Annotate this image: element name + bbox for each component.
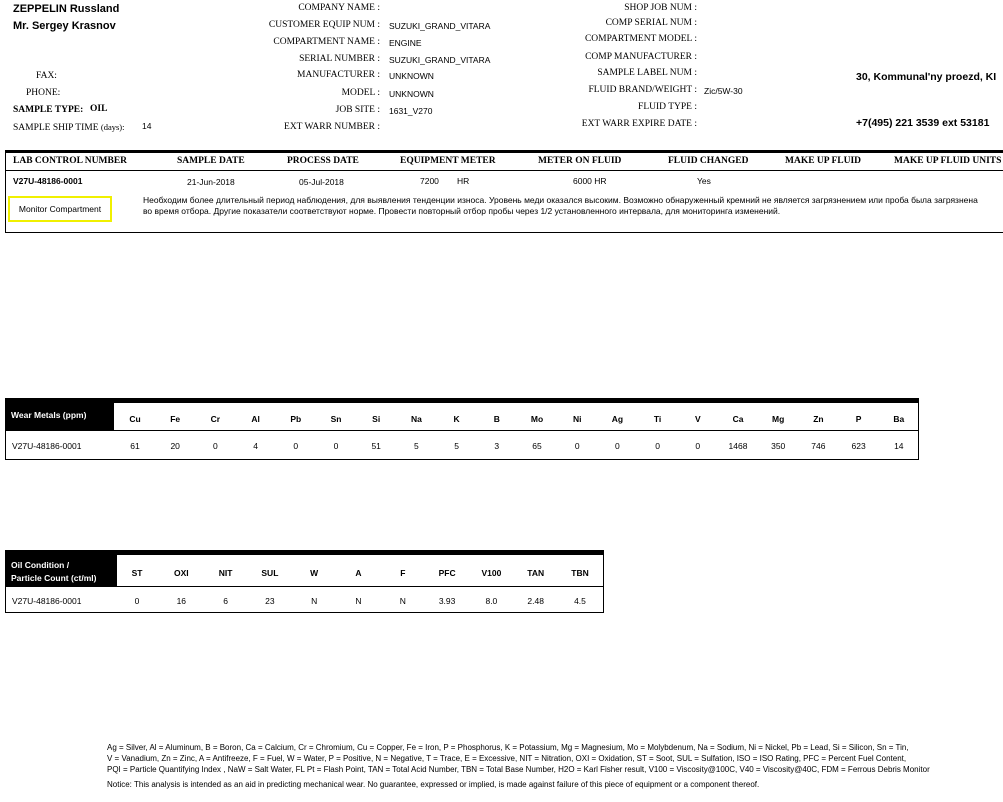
oil-condition-table — [5, 550, 604, 613]
equip-field-label: CUSTOMER EQUIP NUM : — [268, 20, 380, 30]
ship-time-value: 14 — [142, 121, 152, 131]
oil-condition-row-id: V27U-48186-0001 — [12, 596, 82, 606]
address: 30, Kommunal'ny proezd, KI — [856, 71, 997, 83]
oil-condition-title-line2: Particle Count (ct/ml) — [11, 573, 97, 583]
equip-field-value: 1631_V270 — [389, 106, 433, 116]
lab-header: FLUID CHANGED — [668, 156, 749, 166]
wear-metal-value: 5 — [454, 441, 459, 451]
oil-condition-value: N — [355, 596, 362, 606]
oil-condition-header: PFC — [438, 568, 456, 578]
oil-condition-value: 3.93 — [438, 596, 456, 606]
equip-field-value: ENGINE — [389, 38, 422, 48]
wear-metal-value: 51 — [371, 441, 381, 451]
legend-line-1: Ag = Silver, Al = Aluminum, B = Boron, Ca = Calcium, Cr = Chromium, Cu = Copper, Fe = Iron, P = Phosphorus, K = Potassium, Mg = Magnesium, Mo = Molybdenum, Na = Sodium, Ni = Nickel, Pb = Lead, Si = Silicon, Sn = Tin, — [107, 743, 909, 752]
lab-header: MAKE UP FLUID — [785, 156, 861, 166]
oil-condition-divider — [6, 586, 603, 587]
ship-time-label-text: SAMPLE SHIP TIME — [13, 123, 99, 133]
shop-field-label: EXT WARR EXPIRE DATE : — [581, 119, 697, 129]
wear-metals-row-id: V27U-48186-0001 — [12, 441, 82, 451]
oil-condition-title — [6, 551, 117, 586]
wear-metal-value: 1468 — [728, 441, 748, 451]
sample-date: 21-Jun-2018 — [187, 177, 235, 187]
oil-condition-value: 6 — [223, 596, 228, 606]
lab-comment: Необходим более длительный период наблюдения, для выявления тенденции износа. Уровень меди оказался высоким. Возможно обнаруженный кремний не является загрязнением или проба была загрязнена во время отбора. Другие показатели соответствуют норме. Провести повторный отбор пробы через 1/2 установленного интервала, для мониторинга изменений. — [143, 195, 978, 216]
monitor-compartment-button[interactable]: Monitor Compartment — [8, 196, 112, 222]
wear-metal-header: V — [694, 414, 701, 424]
oil-condition-header: TAN — [527, 568, 545, 578]
equip-field-label: MANUFACTURER : — [297, 70, 380, 80]
shop-field-label: COMP SERIAL NUM : — [605, 18, 697, 28]
wear-metal-header: P — [855, 414, 862, 424]
lab-number: V27U-48186-0001 — [13, 176, 83, 186]
shop-field-label: FLUID TYPE : — [638, 102, 697, 112]
contact-name: Mr. Sergey Krasnov — [13, 20, 116, 32]
shop-field-label: COMP MANUFACTURER : — [585, 52, 697, 62]
wear-metal-value: 61 — [130, 441, 140, 451]
wear-metal-header: Ti — [653, 414, 662, 424]
shop-field-label: SHOP JOB NUM : — [624, 3, 697, 13]
shop-field-label: FLUID BRAND/WEIGHT : — [588, 85, 697, 95]
wear-metal-value: 20 — [170, 441, 180, 451]
oil-condition-value: N — [311, 596, 318, 606]
wear-metal-value: 5 — [414, 441, 419, 451]
wear-metal-value: 0 — [574, 441, 580, 451]
oil-condition-value: 0 — [134, 596, 140, 606]
wear-metal-value: 0 — [293, 441, 299, 451]
phone-number: +7(495) 221 3539 ext 53181 — [856, 117, 990, 129]
oil-condition-value: 8.0 — [485, 596, 498, 606]
oil-condition-value: 2.48 — [527, 596, 544, 606]
meter-on-fluid: 6000 HR — [573, 176, 607, 186]
wear-metal-value: 4 — [253, 441, 258, 451]
wear-metal-header: K — [453, 414, 460, 424]
oil-condition-header: W — [310, 568, 319, 578]
wear-metal-value: 623 — [851, 441, 866, 451]
equip-field-label: EXT WARR NUMBER : — [284, 122, 380, 132]
wear-metal-header: Si — [372, 414, 381, 424]
phone-label: PHONE: — [26, 88, 61, 98]
oil-condition-value: 4.5 — [574, 596, 586, 606]
oil-condition-header: OXI — [173, 568, 189, 578]
wear-metal-header: Ba — [893, 414, 905, 424]
wear-metal-value: 65 — [532, 441, 542, 451]
process-date: 05-Jul-2018 — [299, 177, 344, 187]
oil-condition-value: 16 — [176, 596, 187, 606]
shop-field-value: Zic/5W-30 — [704, 86, 743, 96]
equip-field-value: UNKNOWN — [389, 89, 434, 99]
oil-condition-header: ST — [131, 568, 143, 578]
lab-header: MAKE UP FLUID UNITS — [894, 156, 1002, 166]
wear-metal-header: Na — [410, 414, 422, 424]
company-name: ZEPPELIN Russland — [13, 3, 120, 15]
lab-divider — [5, 170, 1003, 171]
wear-metal-header: Pb — [290, 414, 302, 424]
wear-metal-header: Al — [251, 414, 260, 424]
oil-condition-value: 23 — [265, 596, 275, 606]
wear-metal-value: 746 — [811, 441, 826, 451]
wear-metal-value: 14 — [894, 441, 904, 451]
equip-field-label: MODEL : — [341, 88, 380, 98]
wear-metal-value: 350 — [771, 441, 786, 451]
wear-metals-topbar — [6, 399, 918, 403]
ship-time-unit: (days): — [100, 122, 125, 132]
equipment-meter: 7200 — [420, 176, 439, 186]
fax-label: FAX: — [36, 71, 57, 81]
shop-field-label: SAMPLE LABEL NUM : — [597, 68, 697, 78]
shop-field-label: COMPARTMENT MODEL : — [584, 34, 697, 44]
wear-metals-table — [5, 398, 919, 460]
wear-metal-header: Ca — [732, 414, 744, 424]
sample-type-value: OIL — [90, 104, 108, 114]
oil-condition-header: SUL — [261, 568, 279, 578]
wear-metal-header: Ag — [611, 414, 624, 424]
legend-line-3: PQI = Particle Quantifying Index , NaW = Salt Water, FL Pt = Flash Point, TAN = Total Acid Number, TBN = Total Base Number, H2O = Karl Fisher result, V100 = Viscosity@100C, V40 = Viscosity@40C, FDM = Ferrous Debris Monitor — [107, 765, 930, 774]
wear-metal-header: Fe — [170, 414, 181, 424]
oil-condition-title-line1: Oil Condition / — [11, 560, 70, 570]
wear-metal-header: B — [493, 414, 500, 424]
wear-metal-header: Cu — [129, 414, 141, 424]
sample-type-label: SAMPLE TYPE: — [13, 105, 84, 115]
legend-line-2: V = Vanadium, Zn = Zinc, A = Antifreeze, F = Fuel, W = Water, P = Positive, N = Negative, T = Trace, E = Excessive, NIT = Nitration, OXI = Oxidation, ST = Soot, SUL = Sulfation, ISO = ISO Rating, PFC = Percent Fuel Content, — [107, 754, 907, 763]
equip-field-label: COMPARTMENT NAME : — [273, 37, 380, 47]
oil-condition-value: N — [399, 596, 406, 606]
wear-metal-value: 3 — [494, 441, 500, 451]
wear-metal-header: Ni — [572, 414, 582, 424]
lab-header: METER ON FLUID — [538, 156, 622, 166]
equip-field-label: JOB SITE : — [335, 105, 380, 115]
oil-condition-header: A — [355, 568, 362, 578]
equip-field-value: SUZUKI_GRAND_VITARA — [389, 55, 491, 65]
wear-metal-header: Zn — [813, 414, 824, 424]
fluid-changed: Yes — [697, 176, 711, 186]
lab-header: SAMPLE DATE — [177, 156, 245, 166]
oil-condition-header: V100 — [481, 568, 502, 578]
equip-field-value: UNKNOWN — [389, 71, 434, 81]
wear-metal-header: Mg — [772, 414, 785, 424]
lab-header: PROCESS DATE — [287, 156, 359, 166]
wear-metal-header: Mo — [530, 414, 544, 424]
wear-metal-value: 0 — [333, 441, 339, 451]
lab-header: LAB CONTROL NUMBER — [13, 156, 128, 166]
wear-metal-value: 0 — [655, 441, 660, 451]
equip-field-value: SUZUKI_GRAND_VITARA — [389, 21, 491, 31]
wear-metal-header: Cr — [210, 414, 221, 424]
oil-condition-header: NIT — [218, 568, 233, 578]
equipment-meter-unit: HR — [457, 176, 470, 186]
equip-field-label: SERIAL NUMBER : — [299, 54, 380, 64]
wear-metals-title: Wear Metals (ppm) — [6, 399, 114, 430]
wear-metals-divider — [6, 430, 918, 431]
wear-metal-value: 0 — [695, 441, 701, 451]
oil-condition-header: F — [400, 568, 406, 578]
wear-metal-value: 0 — [615, 441, 620, 451]
lab-header: EQUIPMENT METER — [400, 156, 496, 166]
oil-condition-header: TBN — [571, 568, 589, 578]
wear-metal-header: Sn — [330, 414, 342, 424]
ship-time-label — [13, 122, 125, 133]
notice: Notice: This analysis is intended as an aid in predicting mechanical wear. No guarantee, expressed or implied, is made against failure of this piece of equipment or a component thereof. — [107, 780, 760, 789]
wear-metal-value: 0 — [213, 441, 218, 451]
equip-field-label: COMPANY NAME : — [298, 3, 380, 13]
